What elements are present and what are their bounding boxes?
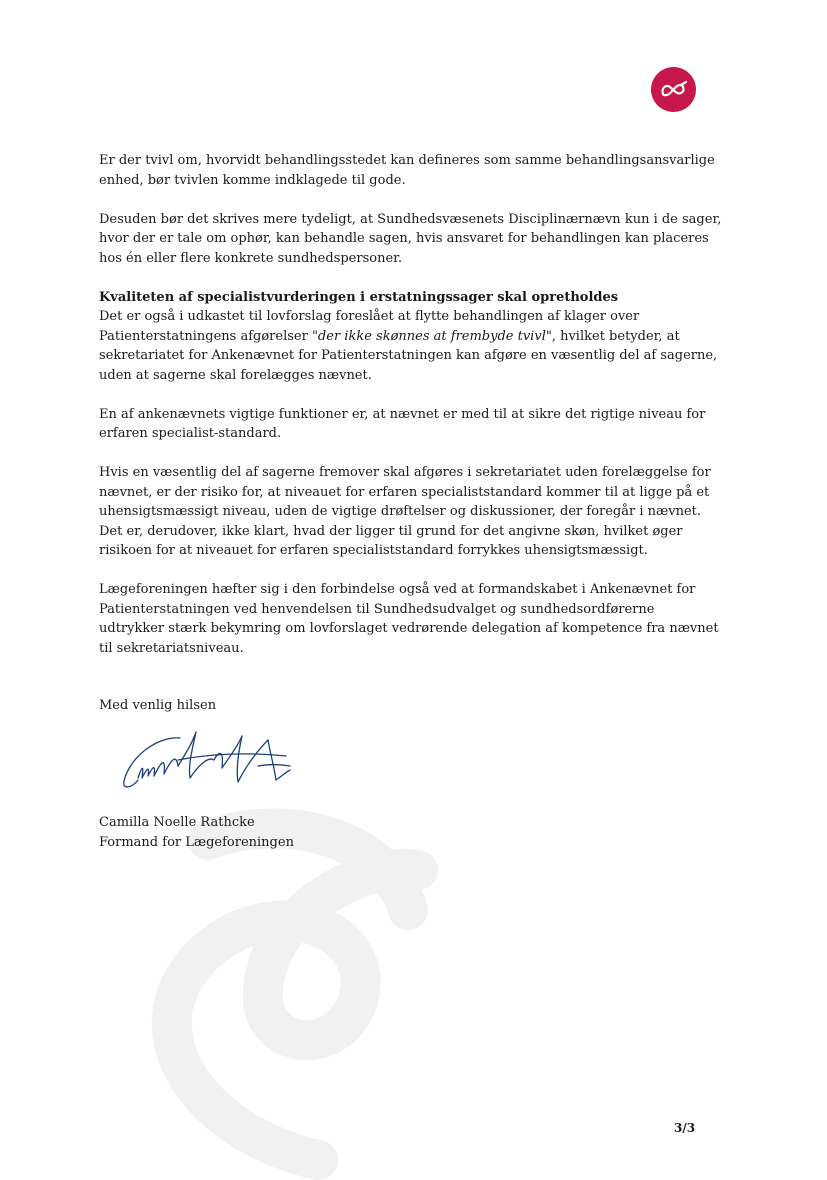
- page-number: 3/3: [674, 1121, 696, 1135]
- paragraph-udkast: [99, 307, 723, 385]
- section-heading: Kvaliteten af specialistvurderingen i erstatningssager skal opretholdes: [99, 289, 619, 305]
- signer-title: Formand for Lægeforeningen: [99, 834, 294, 850]
- paragraph-disciplinaernaevn: Desuden bør det skrives mere tydeligt, at Sundhedsvæsenets Disciplinærnævn kun i de sager, hvor der er tale om ophør, kan behandle sagen, hvis ansvaret for behandlingen kan placeres hos én eller flere konkrete sundhedspersoner.: [99, 211, 722, 266]
- handwritten-signature: [118, 726, 298, 796]
- quoted-phrase: "der ikke skønnes at frembyde tvivl": [311, 328, 552, 344]
- paragraph-ankenaevn-funktion: En af ankenævnets vigtige funktioner er, at nævnet er med til at sikre det rigtige niveau for erfaren specialist-standard.: [99, 406, 706, 441]
- paragraph-formandskab: Lægeforeningen hæfter sig i den forbindelse også ved at formandskabet i Ankenævnet for Patienterstatningen ved henvendelsen til Sundhedsudvalget og sundhedsordførerne udtrykker stærk bekymring om lovforslaget vedrørende delegation af kompetence fra nævnet til sekretariatsniveau.: [99, 582, 719, 656]
- letter-body: [99, 151, 723, 678]
- paragraph-skoen: Det er, derudover, ikke klart, hvad der ligger til grund for det angivne skøn, hvilket øger risikoen for at niveauet for erfaren specialiststandard forrykkes uhensigtsmæssigt.: [99, 523, 683, 558]
- paragraph-udkast-text-end: , hvilket betyder, at sekretariatet for Ankenævnet for Patienterstatningen kan afgøre en væsentlig del af sagerne, uden at sagerne skal forelægges nævnet.: [99, 328, 718, 383]
- paragraph-udkast-text: Det er også i udkastet til lovforslag foreslået at flytte behandlingen af klager over Patienterstatningens afgørelser: [99, 309, 640, 344]
- signer-block: [99, 813, 294, 852]
- laegeforeningen-logo-icon: [651, 67, 696, 112]
- paragraph-sekretariat-risiko: Hvis en væsentlig del af sagerne fremover skal afgøres i sekretariatet uden forelæggelse for nævnet, er der risiko for, at niveauet for erfaren specialiststandard kommer til at ligge på et uhensigtsmæssigt niveau, uden de vigtige drøftelser og diskussioner, der foregår i nævnet.: [99, 465, 711, 519]
- paragraph-tvivl: Er der tvivl om, hvorvidt behandlingsstedet kan defineres som samme behandlingsansvarlige enhed, bør tvivlen komme indklagede til gode.: [99, 153, 715, 188]
- signer-name: Camilla Noelle Rathcke: [99, 815, 255, 830]
- logo-watermark-icon: [88, 800, 448, 1180]
- closing-greeting: Med venlig hilsen: [99, 698, 217, 713]
